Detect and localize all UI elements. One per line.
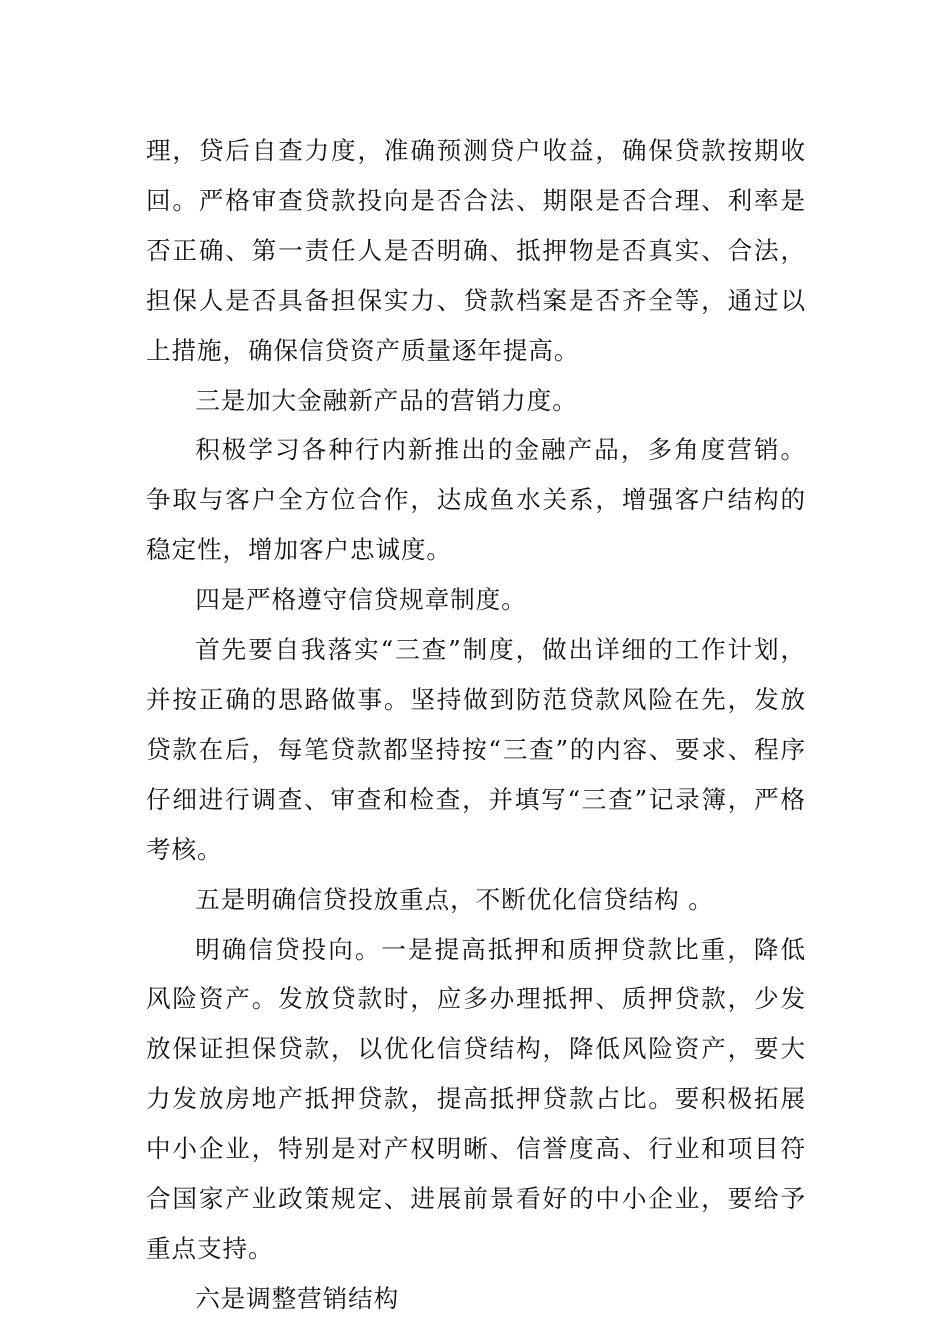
section-heading-six: 六是调整营销结构 bbox=[195, 1283, 400, 1313]
document-body bbox=[146, 126, 806, 1324]
paragraph-body: 积极学习各种行内新推出的金融产品，多角度营销。争取与客户全方位合作，达成鱼水关系，增强客户结构的稳定性，增加客户忠诚度。 bbox=[146, 435, 806, 565]
paragraph-continued: 理，贷后自查力度，准确预测贷户收益，确保贷款按期收回。严格审查贷款投向是否合法、期限是否合理、利率是否正确、第一责任人是否明确、抵押物是否真实、合法，担保人是否具备担保实力、贷款档案是否齐全等，通过以上措施，确保信贷资产质量逐年提高。 bbox=[146, 136, 806, 365]
section-heading-three: 三是加大金融新产品的营销力度。 bbox=[195, 385, 578, 415]
section-heading-four: 四是严格遵守信贷规章制度。 bbox=[195, 585, 527, 615]
paragraph-body: 明确信贷投向。一是提高抵押和质押贷款比重，降低风险资产。发放贷款时，应多办理抵押、质押贷款，少发放保证担保贷款，以优化信贷结构，降低风险资产，要大力发放房地产抵押贷款，提高抵押贷款占比。要积极拓展中小企业，特别是对产权明晰、信誉度高、行业和项目符合国家产业政策规定、进展前景看好的中小企业，要给予重点支持。 bbox=[146, 934, 806, 1263]
section-heading-five: 五是明确信贷投放重点，不断优化信贷结构 。 bbox=[195, 884, 714, 914]
paragraph-body: 首先要自我落实“三查”制度，做出详细的工作计划，并按正确的思路做事。坚持做到防范贷款风险在先，发放贷款在后，每笔贷款都坚持按“三查”的内容、要求、程序仔细进行调查、审查和检查，并填写“三查”记录簿，严格考核。 bbox=[146, 635, 806, 864]
